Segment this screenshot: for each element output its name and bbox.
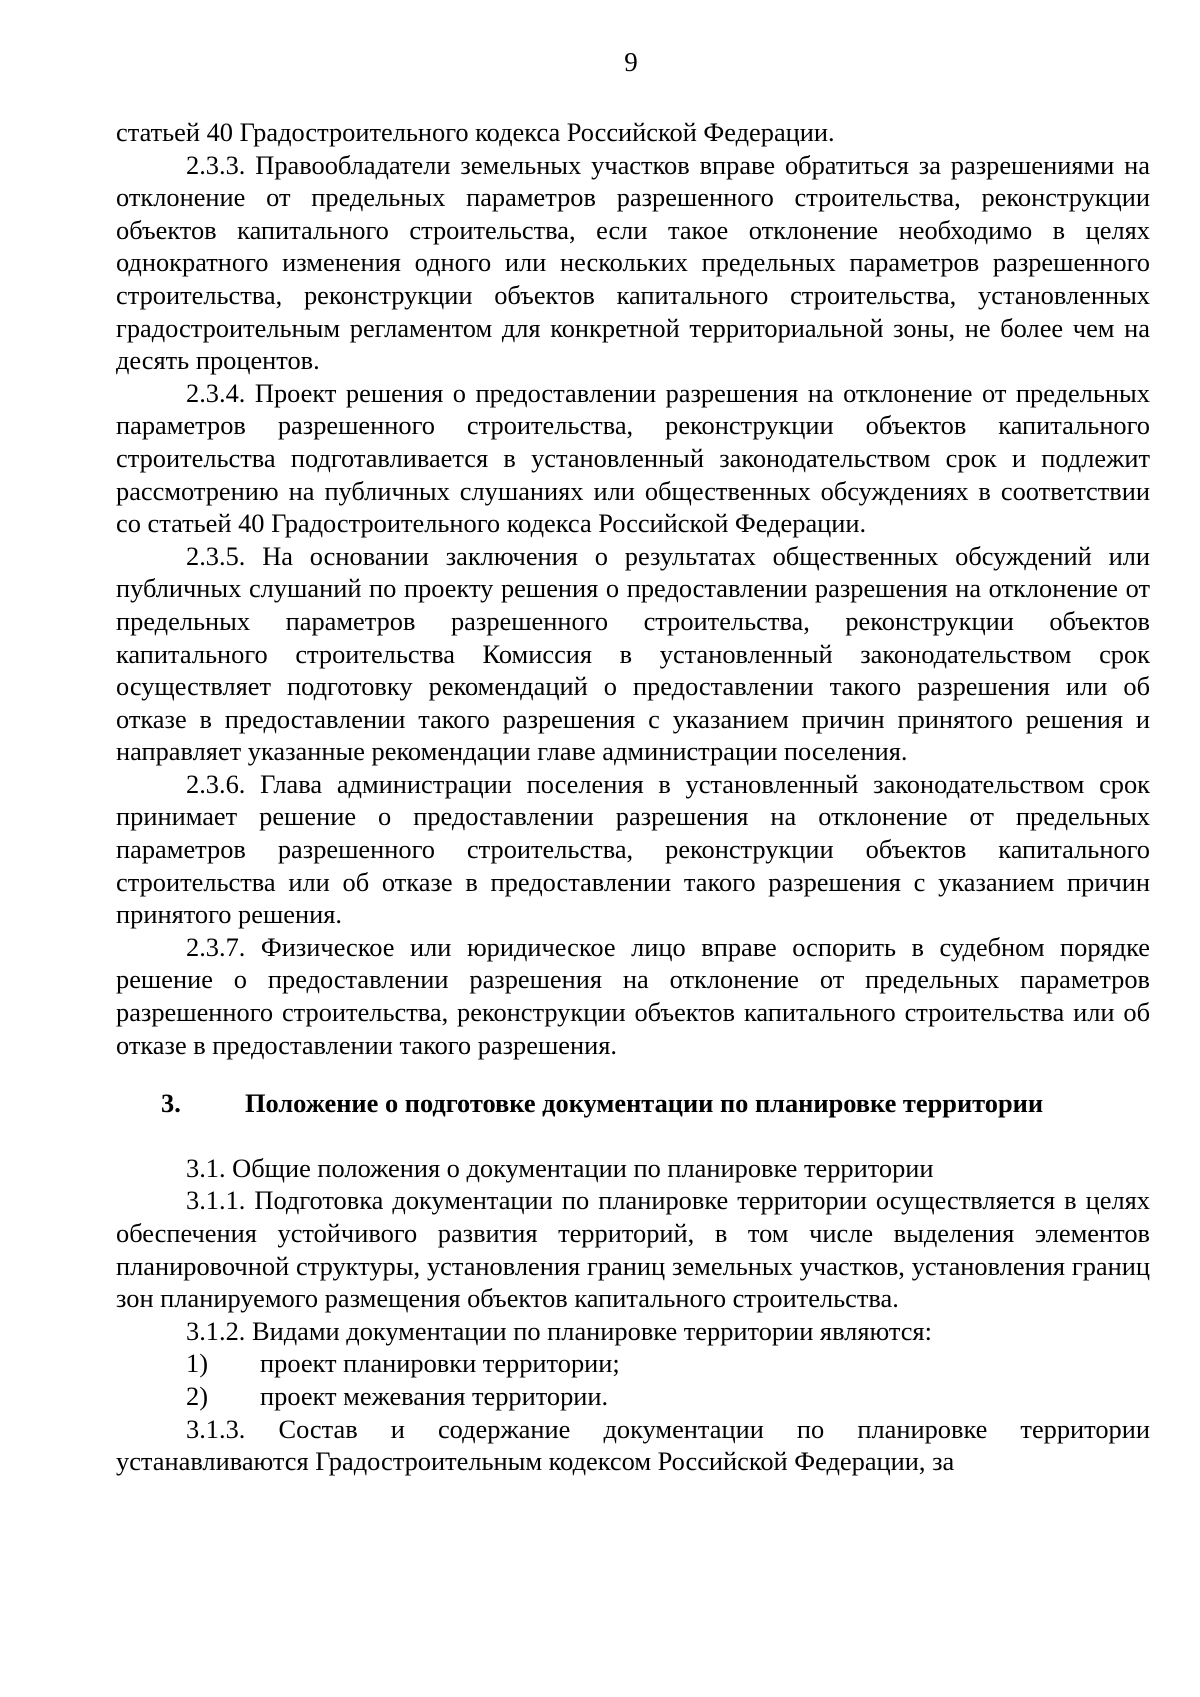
lead-line: статьей 40 Градостроительного кодекса Российской Федерации. (116, 117, 835, 147)
paragraph-2-3-6: 2.3.6. Глава администрации поселения в установленный законодательством срок принимает решение о предоставлении разрешения на отклонение от предельных параметров разрешенного строительства, реконструкции объектов капитального строительства или об отказе в предоставлении такого разрешения с указанием причин принятого решения. (116, 768, 1150, 930)
list-item-text: проект межевания территории. (260, 1380, 609, 1411)
list-marker: 1) (186, 1348, 208, 1379)
paragraph-2-3-5: 2.3.5. На основании заключения о результатах общественных обсуждений или публичных слушаний по проекту решения о предоставлении разрешения на отклонение от предельных параметров разрешенного строительства, реконструкции объектов капитального строительства Комиссия в установленный законодательством срок осуществляет подготовку рекомендаций о предоставлении такого разрешения или об отказе в предоставлении такого разрешения с указанием причин принятого решения и направляет указанные рекомендации главе администрации поселения. (116, 540, 1150, 767)
list-item (116, 1380, 1150, 1413)
section-title: Положение о подготовке документации по планировке территории (245, 1088, 1044, 1119)
paragraph-3-1-2: 3.1.2. Видами документации по планировке территории являются: (186, 1315, 932, 1346)
section-number: 3. (161, 1088, 181, 1119)
list-item-text: проект планировки территории; (260, 1348, 620, 1379)
document-body (116, 116, 1150, 1478)
page-number: 9 (624, 47, 638, 77)
subsection-title: 3.1. Общие положения о документации по планировке территории (186, 1152, 934, 1183)
paragraph-3-1-1: 3.1.1. Подготовка документации по планировке территории осуществляется в целях обеспечения устойчивого развития территорий, в том числе выделения элементов планировочной структуры, установления границ земельных участков, установления границ зон планируемого размещения объектов капитального строительства. (116, 1185, 1150, 1314)
list-item (116, 1347, 1150, 1380)
paragraph-3-1-3: 3.1.3. Состав и содержание документации по планировке территории устанавливаются Градостроительным кодексом Российской Федерации, за (116, 1413, 1150, 1477)
paragraph-2-3-7: 2.3.7. Физическое или юридическое лицо вправе оспорить в судебном порядке решение о предоставлении разрешения на отклонение от предельных параметров разрешенного строительства, реконструкции объектов капитального строительства или об отказе в предоставлении такого разрешения. (116, 931, 1150, 1060)
paragraph-2-3-3: 2.3.3. Правообладатели земельных участков вправе обратиться за разрешениями на отклонение от предельных параметров разрешенного строительства, реконструкции объектов капитального строительства, если такое отклонение необходимо в целях однократного изменения одного или нескольких предельных параметров разрешенного строительства, реконструкции объектов капитального строительства, установленных градостроительным регламентом для конкретной территориальной зоны, не более чем на десять процентов. (116, 149, 1150, 376)
list-marker: 2) (186, 1380, 208, 1411)
section-heading (116, 1087, 1150, 1120)
paragraph-2-3-4: 2.3.4. Проект решения о предоставлении разрешения на отклонение от предельных параметров разрешенного строительства, реконструкции объектов капитального строительства подготавливается в установленный законодательством срок и подлежит рассмотрению на публичных слушаниях или общественных обсуждениях в соответствии со статьей 40 Градостроительного кодекса Российской Федерации. (116, 377, 1150, 539)
